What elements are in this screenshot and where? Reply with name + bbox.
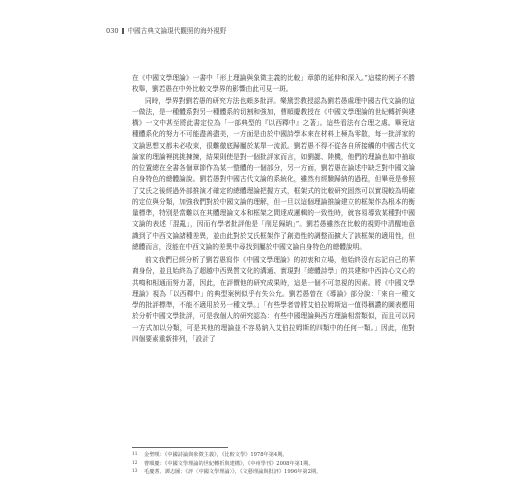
footnote-number: 12 <box>132 460 138 466</box>
footnote <box>132 451 415 460</box>
page-number: 030 <box>106 27 119 35</box>
footnotes <box>132 451 415 477</box>
paragraph-3: 前文我們已經分析了劉若愚寫作《中國文學理論》的初衷和立場，他始終沒有忘記自己的華裔身份，並且始終為了超越中西異質文化的溝通、實現對「總體詩學」的共建和中西詩心文心的共鳴和相通而努力著，因此，在評價他的研究成果時，這是一個不可忽視的因素。將《中國文學理論》視為「以西釋中」的典型案例似乎有失公允。劉若愚曾在《導論》部分說：「來自一種文學的批評標準，不能不適用於另一種文學。」「有些學者曾將艾伯拉姆斯這一值得稱讚的圖表應用於分析中國文學批評，可是我個人的研究認為：有些中國理論與西方理論相當類似，而且可以同一方式加以分類，可是其他的理論並不容易納入艾伯拉姆斯的四類中的任何一類。」因此，他對四個要素重新排列，「設計了 <box>132 256 415 343</box>
header-separator <box>122 28 124 34</box>
running-header <box>106 27 227 35</box>
running-title: 中國古典文論現代觀照的海外視野 <box>127 27 227 35</box>
footnote-number: 11 <box>132 452 138 457</box>
footnote <box>132 460 415 469</box>
paragraph-2: 同時，學界對劉若愚的研究方法也頗多批評。樂黛雲教授認為劉若愚處理中國古代文論的這一做法，是一種體系對另一種體系的切割和強加，曹順慶教授在《中國文學理論的世紀轉折與建構》一文中甚至將此書定位為「一部典型的『以西釋中』之著」。這些看法有合理之處。畢竟這種體系化的努力不可能盡善盡美，一方面是由於中國詩學本來在材料上極為零散，每一批評家的文論思想又都未必收束，很難徹底歸屬於某單一流派。劉若愚不得不從各自所接觸的中國古代文論家的理論裡挑挑揀揀，結果則使是對一個批評家而言，如劉勰、陸機，他們的理論也如中抽取的位置總在全書各個章節作為某一整體的一個部分，另一方面，劉若愚在論述中缺乏對中國文論自身特色的總體論說。劉若愚對中國古代文論的系統化，雖然有經驗歸納的過程，但畢竟是參照了艾氏之後經過外部推演才確定的總體理論把握方式，框架式的比較研究固然可以實現較為明確的定位與分類，加強我們對於中國文論的理解，但一旦以這個理論推論建立的框架作為根本的衡量標準，特別是當難以在其體理論文本和框架之間達成邏輯的一致性時，就容易導致某種對中國文論的表述「混亂」，因而有學者批評他是「削足歸納」”。劉若愚雖然在比較的視野中清醒地意識到了中西文論諸種差異，並由此對於艾氏框架作了創造性的調整而擴大了該框架的適用性，但總體而言，沒能在中西文論的差異中尋找到屬於中國文論自身特色的總體說明。 <box>132 96 415 251</box>
footnote-text: 金聖嘆：《中國詩論與象徵主義》，《比較文學》1978年第4期。 <box>144 452 288 458</box>
footnote-rule <box>132 447 228 448</box>
footnote-text: 曹順慶：《中國文學理論的世紀轉折與建構》，《中州學刊》2008年第1期。 <box>144 460 314 467</box>
footnote-text: 毛慶耆、譚志圖：《評〈中國文學理論〉》，《文藝理論與批評》1996年第2期。 <box>144 469 322 476</box>
body-text <box>132 73 415 345</box>
footnote <box>132 468 415 477</box>
paragraph-1: 在《中國文學理論》一書中「形上理論與象徵主義的比較」章節的延伸和深入。”這樣的例子不勝枚舉，劉若愚在中外比較文學界的影響由此可見一斑。 <box>132 74 415 94</box>
footnote-number: 13 <box>132 469 138 475</box>
